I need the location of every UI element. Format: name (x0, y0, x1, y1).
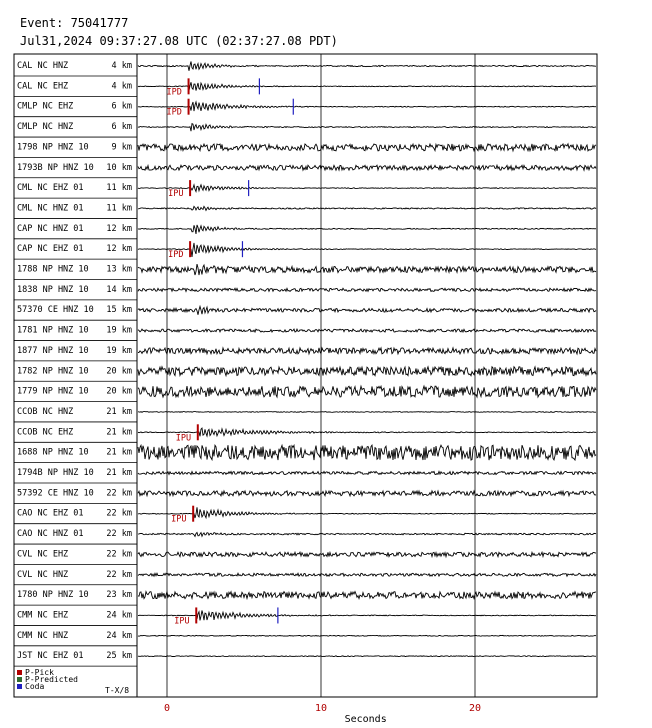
station-label: CVL NC HNZ (17, 569, 69, 580)
legend-label: P-Predicted (25, 675, 78, 684)
station-distance: 15 km (106, 305, 132, 316)
event-time: Jul31,2024 09:37:27.08 UTC (02:37:27.08 PDT) (20, 34, 338, 48)
station-distance: 21 km (106, 468, 132, 478)
station-distance: 25 km (106, 651, 132, 662)
station-distance: 9 km (111, 142, 132, 153)
station-label: 57370 CE HNZ 10 (17, 305, 94, 316)
waveform-trace (138, 225, 596, 234)
station-label: 1838 NP HNZ 10 (17, 284, 89, 295)
waveform-trace (138, 62, 596, 71)
waveform-trace (138, 635, 596, 636)
station-distance: 23 km (106, 590, 132, 601)
station-label: 1877 NP HNZ 10 (17, 345, 89, 356)
waveform-trace (138, 165, 596, 170)
station-distance: 11 km (106, 183, 132, 194)
station-distance: 21 km (106, 406, 132, 417)
legend-swatch (17, 684, 22, 689)
waveform-trace (138, 507, 596, 518)
waveform-trace (138, 412, 596, 413)
waveform-trace (138, 144, 596, 151)
p-pick-label: IPU (175, 433, 192, 444)
waveform-trace (138, 264, 596, 275)
station-distance: 22 km (106, 529, 132, 540)
station-label: CAP NC HNZ 01 (17, 223, 84, 234)
station-distance: 6 km (111, 101, 132, 112)
station-distance: 22 km (106, 488, 132, 499)
p-pick-label: IPD (166, 107, 182, 118)
station-distance: 20 km (106, 366, 132, 377)
waveform-trace (138, 206, 596, 210)
station-distance: 4 km (111, 61, 132, 71)
station-distance: 4 km (111, 81, 132, 92)
station-distance: 19 km (106, 345, 132, 356)
p-pick-label: IPD (168, 250, 184, 261)
station-label: 1798 NP HNZ 10 (17, 142, 89, 153)
x-axis-label: Seconds (344, 714, 387, 725)
station-label: CAP NC EHZ 01 (17, 244, 84, 255)
station-label: 1781 NP HNZ 10 (17, 325, 89, 336)
station-distance: 13 km (106, 264, 132, 275)
waveform-trace (138, 348, 596, 354)
waveform-trace (138, 185, 596, 192)
station-label: 1788 NP HNZ 10 (17, 264, 89, 275)
waveform-trace (138, 243, 596, 257)
waveform-trace (138, 656, 596, 657)
station-distance: 24 km (106, 610, 132, 621)
station-distance: 22 km (106, 508, 132, 519)
station-label: CMM NC HNZ (17, 630, 69, 641)
station-label: CCOB NC HNZ (17, 406, 74, 417)
waveform-trace (138, 428, 596, 436)
waveform-trace (138, 124, 596, 132)
p-pick-label: IPU (171, 514, 187, 525)
station-label: 1688 NP HNZ 10 (17, 447, 89, 458)
waveform-trace (138, 386, 596, 397)
x-tick-label: 10 (314, 703, 328, 714)
station-label: CVL NC EHZ (17, 549, 69, 560)
station-label: JST NC EHZ 01 (17, 651, 84, 662)
x-tick-label: 20 (468, 703, 482, 714)
waveform-trace (138, 533, 596, 537)
legend-label: Coda (25, 682, 45, 691)
waveform-trace (138, 367, 596, 376)
station-distance: 22 km (106, 569, 132, 580)
station-distance: 24 km (106, 630, 132, 641)
station-label: CMLP NC HNZ (17, 122, 74, 133)
station-label: CAO NC EHZ 01 (17, 508, 84, 519)
waveform-trace (138, 288, 596, 291)
station-distance: 20 km (106, 386, 132, 397)
legend-swatch (17, 677, 22, 682)
station-label: CAO NC HNZ 01 (17, 529, 84, 540)
waveform-trace (138, 102, 596, 111)
station-label: CCOB NC EHZ (17, 427, 74, 438)
waveform-trace (138, 491, 596, 496)
waveform-trace (138, 592, 596, 599)
station-label: 1793B NP HNZ 10 (17, 162, 94, 173)
station-label: CMM NC EHZ (17, 610, 69, 621)
station-distance: 21 km (106, 447, 132, 458)
station-label: 1779 NP HNZ 10 (17, 386, 89, 397)
waveform-trace (138, 552, 596, 556)
waveform-trace (138, 306, 596, 314)
station-label: CML NC EHZ 01 (17, 183, 84, 194)
p-pick-label: IPD (166, 87, 182, 98)
station-label: 57392 CE HNZ 10 (17, 488, 94, 499)
scale-label: T-X/8 (105, 686, 130, 695)
legend-swatch (17, 670, 22, 675)
x-tick-label: 0 (163, 703, 171, 714)
station-label: CMLP NC EHZ (17, 101, 74, 112)
station-distance: 11 km (106, 203, 132, 214)
waveform-trace (138, 445, 596, 460)
station-label: 1780 NP HNZ 10 (17, 590, 89, 601)
station-distance: 22 km (106, 549, 132, 560)
station-distance: 19 km (106, 325, 132, 336)
p-pick-label: IPU (168, 189, 184, 200)
station-distance: 12 km (106, 244, 132, 255)
station-distance: 12 km (106, 223, 132, 234)
station-distance: 14 km (106, 284, 132, 295)
waveform-trace (138, 611, 596, 621)
waveform-trace (138, 573, 596, 576)
event-title: Event: 75041777 (20, 16, 129, 30)
station-label: CML NC HNZ 01 (17, 203, 84, 214)
station-distance: 6 km (111, 122, 132, 133)
station-distance: 10 km (106, 162, 132, 173)
station-label: CAL NC HNZ (17, 61, 69, 71)
legend-label: P-Pick (25, 668, 54, 677)
station-label: CAL NC EHZ (17, 81, 69, 92)
p-pick-label: IPU (174, 616, 190, 627)
station-distance: 21 km (106, 427, 132, 438)
station-label: 1794B NP HNZ 10 (17, 468, 94, 478)
station-label: 1782 NP HNZ 10 (17, 366, 89, 377)
waveform-trace (138, 329, 596, 332)
waveform-trace (138, 82, 596, 91)
waveform-trace (138, 472, 596, 475)
